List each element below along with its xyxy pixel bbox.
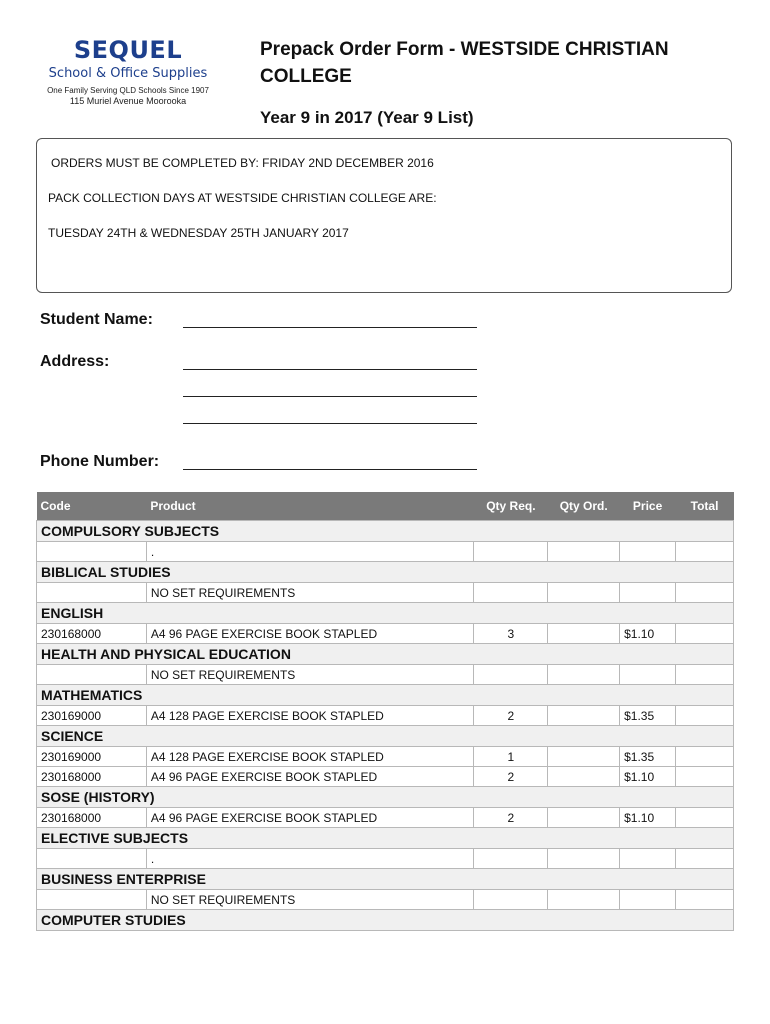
product-cell: A4 96 PAGE EXERCISE BOOK STAPLED — [146, 624, 474, 644]
product-cell: A4 96 PAGE EXERCISE BOOK STAPLED — [146, 767, 474, 787]
code-cell — [37, 665, 147, 685]
logo-subtitle: School & Office Supplies — [48, 66, 208, 81]
sequel-logo — [28, 36, 228, 107]
section-row — [37, 603, 734, 624]
product-cell: . — [146, 542, 474, 562]
section-row — [37, 685, 734, 706]
section-title: ENGLISH — [37, 603, 734, 624]
qty-req-cell: 2 — [474, 767, 548, 787]
page-title: Prepack Order Form - WESTSIDE CHRISTIAN COLLEGE — [260, 39, 669, 87]
section-title: COMPUTER STUDIES — [37, 910, 734, 931]
address-field-line-2[interactable] — [183, 396, 477, 397]
qty-ord-cell[interactable] — [548, 747, 620, 767]
section-row — [37, 787, 734, 808]
page-subtitle: Year 9 in 2017 (Year 9 List) — [260, 108, 474, 127]
header-qty-req: Qty Req. — [474, 492, 548, 521]
code-cell — [37, 583, 147, 603]
price-cell — [620, 890, 676, 910]
table-row — [37, 542, 734, 562]
table-row — [37, 624, 734, 644]
section-title: BUSINESS ENTERPRISE — [37, 869, 734, 890]
total-cell[interactable] — [676, 767, 734, 787]
table-row — [37, 747, 734, 767]
total-cell[interactable] — [676, 890, 734, 910]
section-row — [37, 869, 734, 890]
qty-req-cell: 1 — [474, 747, 548, 767]
header-code: Code — [37, 492, 147, 521]
phone-field[interactable] — [183, 469, 477, 470]
table-row — [37, 849, 734, 869]
price-cell: $1.10 — [620, 767, 676, 787]
section-row — [37, 521, 734, 542]
section-title: BIBLICAL STUDIES — [37, 562, 734, 583]
qty-req-cell: 3 — [474, 624, 548, 644]
code-cell — [37, 890, 147, 910]
table-row — [37, 706, 734, 726]
student-name-label: Student Name: — [40, 311, 153, 328]
qty-req-cell: 2 — [474, 706, 548, 726]
table-row — [37, 583, 734, 603]
total-cell[interactable] — [676, 583, 734, 603]
qty-req-cell — [474, 583, 548, 603]
total-cell[interactable] — [676, 665, 734, 685]
total-cell[interactable] — [676, 624, 734, 644]
price-cell — [620, 849, 676, 869]
total-cell[interactable] — [676, 706, 734, 726]
qty-ord-cell[interactable] — [548, 706, 620, 726]
qty-ord-cell[interactable] — [548, 849, 620, 869]
table-row — [37, 890, 734, 910]
product-cell: NO SET REQUIREMENTS — [146, 665, 474, 685]
code-cell: 230168000 — [37, 624, 147, 644]
address-field-line-1[interactable] — [183, 369, 477, 370]
code-cell — [37, 542, 147, 562]
table-row — [37, 808, 734, 828]
order-table — [36, 492, 734, 931]
notice-deadline: ORDERS MUST BE COMPLETED BY: FRIDAY 2ND DECEMBER 2016 — [51, 156, 434, 170]
section-row — [37, 828, 734, 849]
section-row — [37, 562, 734, 583]
notice-collection-heading: PACK COLLECTION DAYS AT WESTSIDE CHRISTIAN COLLEGE ARE: — [48, 191, 437, 205]
total-cell[interactable] — [676, 747, 734, 767]
price-cell: $1.35 — [620, 747, 676, 767]
qty-req-cell — [474, 542, 548, 562]
header-product: Product — [146, 492, 474, 521]
code-cell: 230169000 — [37, 706, 147, 726]
code-cell: 230169000 — [37, 747, 147, 767]
code-cell — [37, 849, 147, 869]
logo-address: 115 Muriel Avenue Moorooka — [69, 96, 187, 106]
table-row — [37, 767, 734, 787]
header-price: Price — [620, 492, 676, 521]
section-title: COMPULSORY SUBJECTS — [37, 521, 734, 542]
qty-req-cell — [474, 849, 548, 869]
price-cell: $1.10 — [620, 624, 676, 644]
price-cell: $1.10 — [620, 808, 676, 828]
total-cell[interactable] — [676, 849, 734, 869]
product-cell: NO SET REQUIREMENTS — [146, 583, 474, 603]
price-cell — [620, 583, 676, 603]
order-table-body — [37, 521, 734, 931]
qty-ord-cell[interactable] — [548, 542, 620, 562]
address-label: Address: — [40, 353, 110, 370]
section-row — [37, 726, 734, 747]
qty-req-cell — [474, 665, 548, 685]
phone-label: Phone Number: — [40, 453, 160, 470]
section-title: HEALTH AND PHYSICAL EDUCATION — [37, 644, 734, 665]
code-cell: 230168000 — [37, 808, 147, 828]
logo-tagline: One Family Serving QLD Schools Since 1907 — [47, 86, 209, 95]
qty-ord-cell[interactable] — [548, 808, 620, 828]
code-cell: 230168000 — [37, 767, 147, 787]
address-field-line-3[interactable] — [183, 423, 477, 424]
section-title: MATHEMATICS — [37, 685, 734, 706]
section-title: ELECTIVE SUBJECTS — [37, 828, 734, 849]
qty-ord-cell[interactable] — [548, 890, 620, 910]
table-header-row — [37, 492, 734, 521]
qty-req-cell: 2 — [474, 808, 548, 828]
notice-collection-days: TUESDAY 24TH & WEDNESDAY 25TH JANUARY 2017 — [48, 226, 349, 240]
product-cell: A4 128 PAGE EXERCISE BOOK STAPLED — [146, 706, 474, 726]
total-cell[interactable] — [676, 542, 734, 562]
qty-ord-cell[interactable] — [548, 767, 620, 787]
product-cell: . — [146, 849, 474, 869]
qty-req-cell — [474, 890, 548, 910]
qty-ord-cell[interactable] — [548, 583, 620, 603]
section-title: SCIENCE — [37, 726, 734, 747]
section-row — [37, 910, 734, 931]
price-cell — [620, 542, 676, 562]
header-total: Total — [676, 492, 734, 521]
student-name-field[interactable] — [183, 327, 477, 328]
price-cell: $1.35 — [620, 706, 676, 726]
price-cell — [620, 665, 676, 685]
header-qty-ord: Qty Ord. — [548, 492, 620, 521]
qty-ord-cell[interactable] — [548, 624, 620, 644]
table-row — [37, 665, 734, 685]
section-title: SOSE (HISTORY) — [37, 787, 734, 808]
order-notice-box — [36, 138, 732, 293]
section-row — [37, 644, 734, 665]
qty-ord-cell[interactable] — [548, 665, 620, 685]
product-cell: A4 128 PAGE EXERCISE BOOK STAPLED — [146, 747, 474, 767]
total-cell[interactable] — [676, 808, 734, 828]
product-cell: A4 96 PAGE EXERCISE BOOK STAPLED — [146, 808, 474, 828]
logo-name: SEQUEL — [73, 36, 183, 64]
product-cell: NO SET REQUIREMENTS — [146, 890, 474, 910]
